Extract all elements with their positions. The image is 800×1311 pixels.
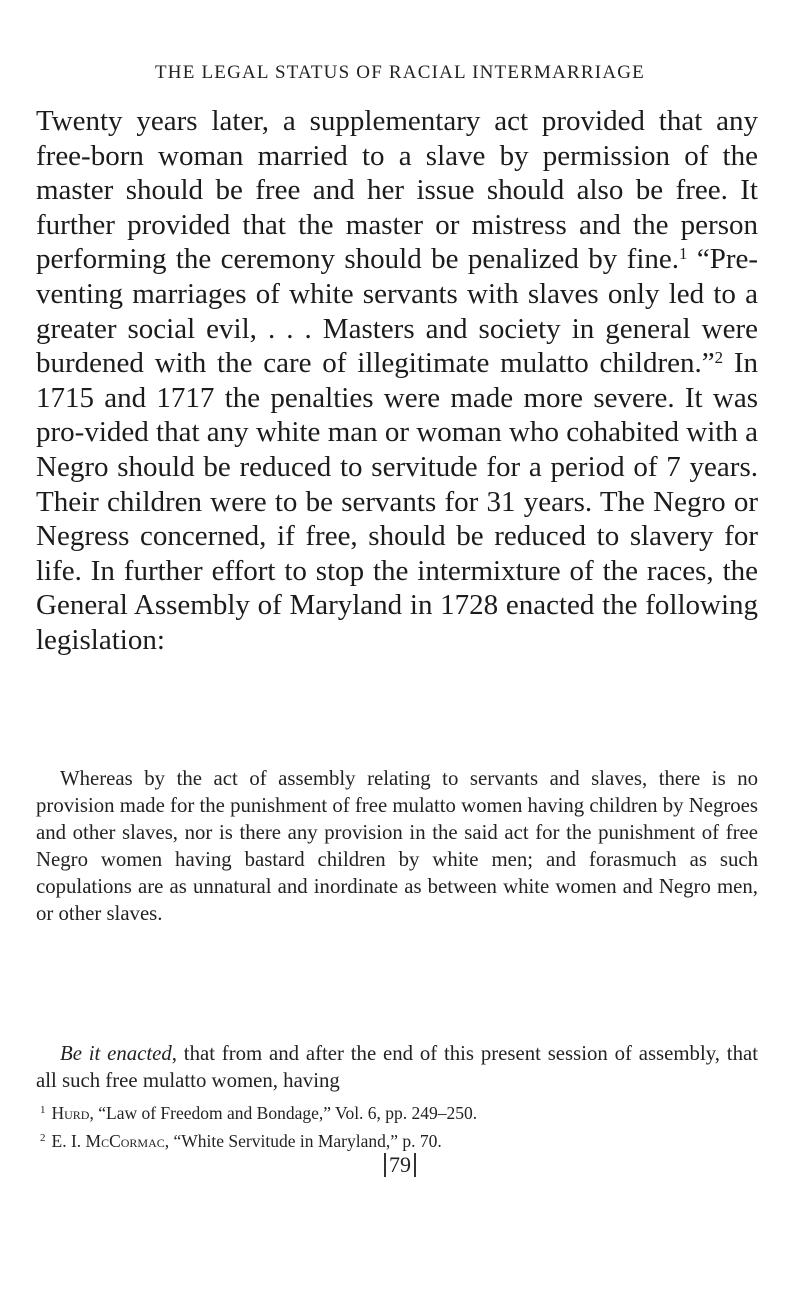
enactment-italic: Be it enacted	[60, 1042, 172, 1065]
footnote-ref-1: 1	[679, 244, 688, 264]
body-text-part-3: In 1715 and 1717 the penalties were made more severe. It was pro-vided that any white man or woman who cohabited with a Negro should be reduced to servitude for a period of 7 years. Their children were to be servants for 31 years. The Negro or Negress concerned, if free, should be reduced to slavery for life. In further effort to stop the intermixture of the races, the General Assembly of Maryland in 1728 enacted the following legislation:	[36, 347, 758, 656]
block-quote-paragraph-1: Whereas by the act of assembly relating to servants and slaves, there is no provision made for the punishment of free mulatto women having children by Negroes and other slaves, nor is there any provision in the said act for the punishment of free Negro women having bastard children by white men; and forasmuch as such copulations are as unnatural and inordinate as between white women and Negro men, or other slaves.	[36, 767, 758, 925]
footnote-author: Hurd,	[51, 1103, 94, 1123]
page-number-value: 79	[384, 1153, 416, 1177]
footnote-citation: “Law of Freedom and Bondage,” Vol. 6, pp. 249–250.	[93, 1103, 478, 1123]
block-quote-paragraph-2	[36, 1040, 758, 1094]
footnote-number: 2	[40, 1132, 46, 1144]
footnote-ref-2: 2	[714, 347, 724, 367]
body-text-part-1: Twenty years later, a supplementary act provided that any free-born woman married to a slave by permission of the master should be free and her issue should also be free. It further provided that the master or mistress and the person performing the ceremony should be penalized by fine.	[36, 105, 758, 276]
footnote-citation: “White Servitude in Maryland,” p. 70.	[169, 1131, 442, 1151]
body-paragraph	[36, 104, 758, 658]
footnote-author: E. I. McCormac,	[51, 1131, 170, 1151]
body-text-part-2: “Pre-venting marriages of white servants with slaves only led to a greater social evil, . . . Masters and society in general were burdened with the care of illegitimate mulatto children.”	[36, 243, 759, 380]
running-head: THE LEGAL STATUS OF RACIAL INTERMARRIAGE	[155, 62, 645, 83]
enactment-text: , that from and after the end of this present session of assembly, that all such free mulatto women, having	[36, 1042, 758, 1092]
page-number	[0, 1152, 800, 1178]
footnote-1	[40, 1101, 760, 1129]
footnote-number: 1	[40, 1104, 46, 1116]
footnotes	[40, 1101, 760, 1157]
